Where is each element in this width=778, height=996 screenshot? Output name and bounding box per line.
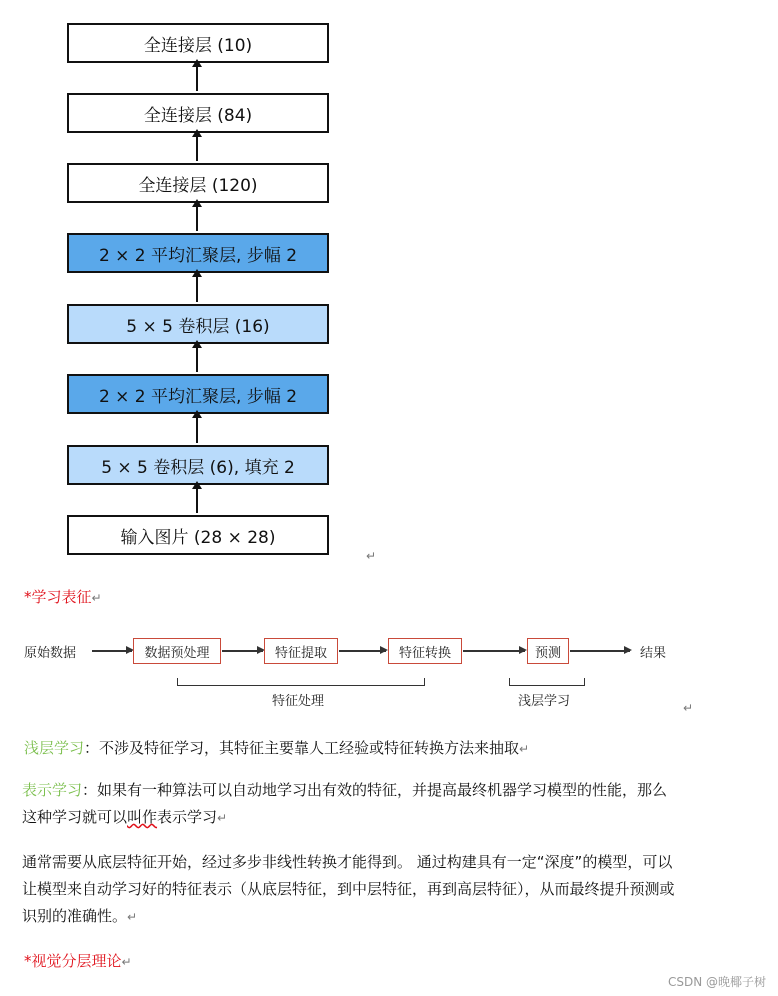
pipeline-input-label: 原始数据 [24,646,77,661]
arrow-up-icon [196,136,198,161]
paragraph-text: 表示学习 [157,808,218,826]
arrow-right-icon [92,650,132,652]
layer-input: 输入图片 (28 × 28) [67,515,329,555]
arrow-up-icon [196,347,198,372]
arrow-right-icon [463,650,525,652]
term-shallow-learning: 浅层学习 [24,739,85,757]
pipeline-step-preprocess: 数据预处理 [133,638,221,664]
arrow-right-icon [570,650,630,652]
group-label-shallow-learning: 浅层学习 [518,694,571,709]
layer-avgpool-1: 2 × 2 平均汇聚层, 步幅 2 [67,374,329,414]
arrow-up-icon [196,276,198,302]
layer-conv-6: 5 × 5 卷积层 (6), 填充 2 [67,445,329,485]
layer-conv-16: 5 × 5 卷积层 (16) [67,304,329,344]
paragraph-shallow-learning [24,735,704,763]
paragraph-text: 不涉及特征学习，其特征主要靠人工经验或特征转换方法来抽取 [99,739,520,757]
group-label-feature-processing: 特征处理 [272,694,325,709]
arrow-up-icon [196,417,198,443]
layer-avgpool-2: 2 × 2 平均汇聚层, 步幅 2 [67,233,329,273]
pipeline-step-predict: 预测 [527,638,569,664]
paragraph-mark: ↵ [519,742,530,756]
paragraph-mark: ↵ [121,955,132,969]
bracket-feature-processing [177,678,425,686]
paragraph-mark: ↵ [127,910,138,924]
arrow-right-icon [339,650,386,652]
term-separator: ： [82,781,98,799]
paragraph-mark: ↵ [91,591,102,605]
bracket-shallow-learning [509,678,585,686]
paragraph-mark: ↵ [217,811,228,825]
paragraph-deep-features [22,849,682,931]
term-separator: ： [84,739,100,757]
paragraph-text: 如果有一种算法可以自动地学习出有效的特征，并提高最终机器学习模型的性能，那么这种学习就可以 [22,781,668,826]
watermark: CSDN @晚椰子树 [667,975,766,989]
term-representation-learning: 表示学习 [22,781,83,799]
paragraph-mark: ↵ [683,701,694,715]
pipeline-step-transform: 特征转换 [388,638,462,664]
arrow-up-icon [196,488,198,513]
pipeline-output-label: 结果 [640,646,667,661]
heading-text: *学习表征 [24,588,92,606]
arrow-up-icon [196,206,198,231]
arrow-up-icon [196,66,198,91]
paragraph-mark: ↵ [366,549,377,563]
pipeline-step-extract: 特征提取 [264,638,338,664]
heading-learning-representation [24,586,102,607]
heading-visual-hierarchy [24,950,132,971]
paragraph-representation-learning [22,777,682,832]
layer-fc-84: 全连接层 (84) [67,93,329,133]
arrow-right-icon [222,650,263,652]
spellcheck-flagged-text: 叫作 [127,808,158,826]
layer-fc-120: 全连接层 (120) [67,163,329,203]
paragraph-text: 通常需要从底层特征开始，经过多步非线性转换才能得到。 通过构建具有一定“深度”的模型，可以让模型来自动学习好的特征表示（从底层特征，到中层特征，再到高层特征），从而最终提升预测或识别的准确性。 [22,853,675,925]
layer-fc-10: 全连接层 (10) [67,23,329,63]
heading-text: *视觉分层理论 [24,952,122,970]
